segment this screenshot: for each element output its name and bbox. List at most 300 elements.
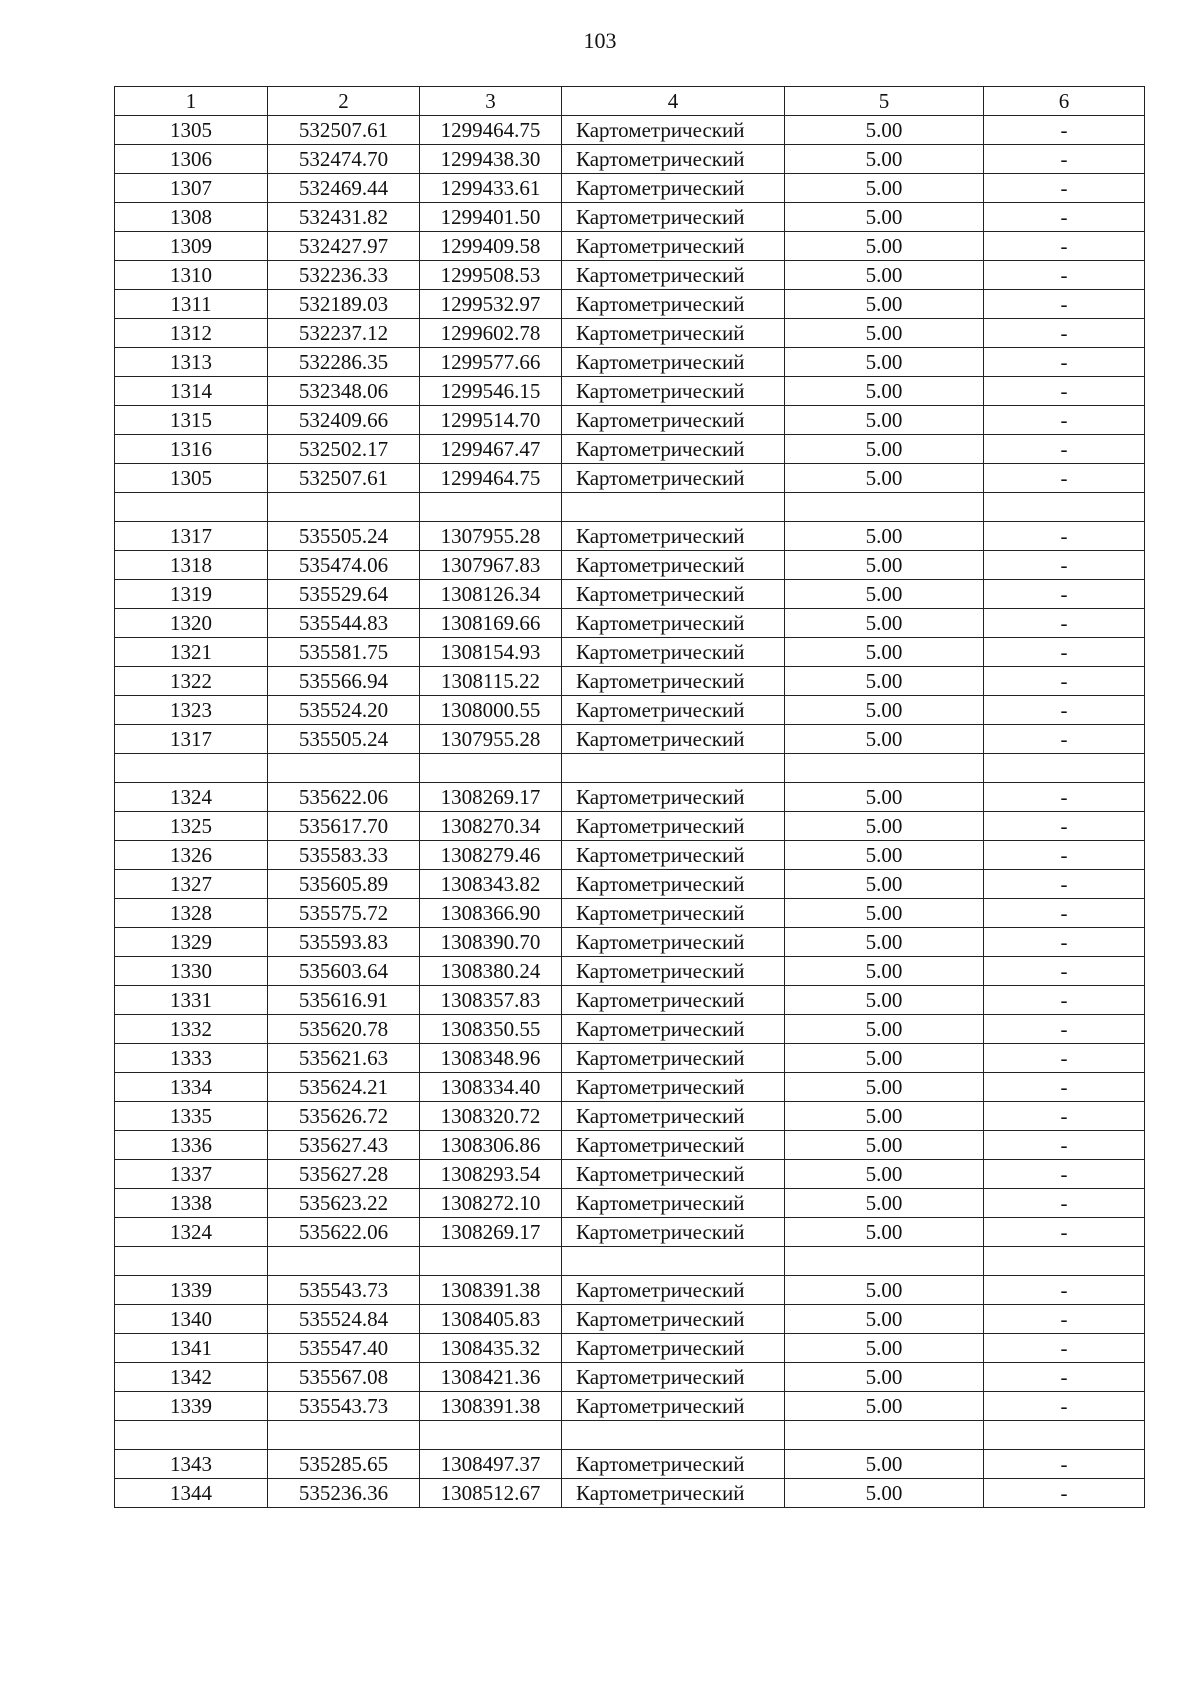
method-cell: Картометрический [562,957,785,986]
accuracy-cell: 5.00 [785,812,984,841]
table-row [115,609,1145,638]
y-coordinate-cell: 1307967.83 [420,551,562,580]
accuracy-cell: 5.00 [785,580,984,609]
x-coordinate-cell: 532237.12 [268,319,420,348]
method-cell: Картометрический [562,696,785,725]
y-coordinate-cell: 1299401.50 [420,203,562,232]
table-row [115,1015,1145,1044]
table-row [115,145,1145,174]
coordinates-table [114,86,1145,1508]
accuracy-cell: 5.00 [785,1189,984,1218]
y-coordinate-cell: 1308279.46 [420,841,562,870]
description-cell [984,1247,1145,1276]
point-number-cell: 1305 [115,116,268,145]
description-cell: - [984,1363,1145,1392]
column-header-4: 4 [562,87,785,116]
x-coordinate-cell [268,1247,420,1276]
y-coordinate-cell: 1299602.78 [420,319,562,348]
accuracy-cell: 5.00 [785,1334,984,1363]
point-number-cell: 1344 [115,1479,268,1508]
table-row [115,638,1145,667]
accuracy-cell: 5.00 [785,406,984,435]
point-number-cell: 1320 [115,609,268,638]
point-number-cell: 1317 [115,725,268,754]
x-coordinate-cell: 532431.82 [268,203,420,232]
x-coordinate-cell: 535575.72 [268,899,420,928]
description-cell [984,493,1145,522]
description-cell: - [984,551,1145,580]
method-cell: Картометрический [562,1073,785,1102]
page-number: 103 [583,28,617,53]
point-number-cell [115,493,268,522]
point-number-cell: 1326 [115,841,268,870]
y-coordinate-cell: 1299532.97 [420,290,562,319]
y-coordinate-cell: 1308115.22 [420,667,562,696]
y-coordinate-cell: 1308366.90 [420,899,562,928]
accuracy-cell: 5.00 [785,1044,984,1073]
accuracy-cell: 5.00 [785,1073,984,1102]
x-coordinate-cell: 535603.64 [268,957,420,986]
x-coordinate-cell: 535616.91 [268,986,420,1015]
point-number-cell: 1328 [115,899,268,928]
point-number-cell: 1313 [115,348,268,377]
description-cell: - [984,116,1145,145]
y-coordinate-cell: 1308357.83 [420,986,562,1015]
x-coordinate-cell: 535627.43 [268,1131,420,1160]
point-number-cell: 1306 [115,145,268,174]
x-coordinate-cell: 535505.24 [268,725,420,754]
accuracy-cell: 5.00 [785,261,984,290]
method-cell: Картометрический [562,1131,785,1160]
table-row [115,1363,1145,1392]
y-coordinate-cell: 1299467.47 [420,435,562,464]
point-number-cell: 1314 [115,377,268,406]
method-cell: Картометрический [562,1044,785,1073]
method-cell [562,493,785,522]
method-cell: Картометрический [562,899,785,928]
table-row [115,1450,1145,1479]
method-cell: Картометрический [562,435,785,464]
table-row [115,493,1145,522]
x-coordinate-cell: 532236.33 [268,261,420,290]
table-row [115,377,1145,406]
point-number-cell: 1305 [115,464,268,493]
table-row [115,464,1145,493]
y-coordinate-cell: 1299577.66 [420,348,562,377]
method-cell: Картометрический [562,1392,785,1421]
table-row [115,522,1145,551]
table-row [115,957,1145,986]
accuracy-cell: 5.00 [785,638,984,667]
table-row [115,812,1145,841]
y-coordinate-cell: 1308435.32 [420,1334,562,1363]
point-number-cell: 1341 [115,1334,268,1363]
accuracy-cell: 5.00 [785,1131,984,1160]
method-cell: Картометрический [562,377,785,406]
y-coordinate-cell: 1308320.72 [420,1102,562,1131]
description-cell: - [984,928,1145,957]
x-coordinate-cell: 532469.44 [268,174,420,203]
method-cell: Картометрический [562,1479,785,1508]
method-cell [562,754,785,783]
y-coordinate-cell: 1308306.86 [420,1131,562,1160]
table-row [115,261,1145,290]
method-cell: Картометрический [562,522,785,551]
y-coordinate-cell [420,1421,562,1450]
x-coordinate-cell: 532474.70 [268,145,420,174]
point-number-cell: 1324 [115,1218,268,1247]
x-coordinate-cell: 535524.20 [268,696,420,725]
x-coordinate-cell [268,754,420,783]
x-coordinate-cell: 532409.66 [268,406,420,435]
y-coordinate-cell: 1308000.55 [420,696,562,725]
table-row [115,232,1145,261]
description-cell: - [984,348,1145,377]
description-cell: - [984,1160,1145,1189]
method-cell: Картометрический [562,261,785,290]
description-cell: - [984,899,1145,928]
x-coordinate-cell: 535543.73 [268,1276,420,1305]
description-cell: - [984,696,1145,725]
accuracy-cell: 5.00 [785,1160,984,1189]
point-number-cell [115,1247,268,1276]
x-coordinate-cell: 532507.61 [268,464,420,493]
description-cell: - [984,261,1145,290]
x-coordinate-cell: 535543.73 [268,1392,420,1421]
description-cell: - [984,1015,1145,1044]
point-number-cell: 1323 [115,696,268,725]
y-coordinate-cell: 1308126.34 [420,580,562,609]
description-cell: - [984,1102,1145,1131]
table-row [115,899,1145,928]
table-row [115,841,1145,870]
accuracy-cell: 5.00 [785,1305,984,1334]
method-cell: Картометрический [562,232,785,261]
description-cell: - [984,1073,1145,1102]
description-cell: - [984,1044,1145,1073]
table-row [115,1073,1145,1102]
column-header-2: 2 [268,87,420,116]
description-cell: - [984,464,1145,493]
description-cell: - [984,812,1145,841]
point-number-cell: 1327 [115,870,268,899]
method-cell [562,1421,785,1450]
description-cell: - [984,232,1145,261]
accuracy-cell: 5.00 [785,1479,984,1508]
x-coordinate-cell: 535622.06 [268,1218,420,1247]
x-coordinate-cell: 535621.63 [268,1044,420,1073]
x-coordinate-cell: 535623.22 [268,1189,420,1218]
y-coordinate-cell: 1308350.55 [420,1015,562,1044]
x-coordinate-cell: 535620.78 [268,1015,420,1044]
method-cell: Картометрический [562,928,785,957]
header-row [115,87,1145,116]
accuracy-cell: 5.00 [785,957,984,986]
point-number-cell: 1321 [115,638,268,667]
x-coordinate-cell: 535622.06 [268,783,420,812]
point-number-cell: 1339 [115,1392,268,1421]
method-cell: Картометрический [562,580,785,609]
y-coordinate-cell: 1308269.17 [420,1218,562,1247]
table-row [115,928,1145,957]
accuracy-cell: 5.00 [785,1102,984,1131]
column-header-6: 6 [984,87,1145,116]
accuracy-cell: 5.00 [785,986,984,1015]
y-coordinate-cell [420,754,562,783]
y-coordinate-cell: 1299409.58 [420,232,562,261]
point-number-cell: 1319 [115,580,268,609]
table-row [115,174,1145,203]
x-coordinate-cell [268,493,420,522]
table-row [115,783,1145,812]
description-cell: - [984,377,1145,406]
x-coordinate-cell: 535617.70 [268,812,420,841]
point-number-cell: 1307 [115,174,268,203]
x-coordinate-cell: 535624.21 [268,1073,420,1102]
accuracy-cell: 5.00 [785,1218,984,1247]
accuracy-cell: 5.00 [785,145,984,174]
description-cell [984,754,1145,783]
y-coordinate-cell: 1299508.53 [420,261,562,290]
accuracy-cell: 5.00 [785,609,984,638]
y-coordinate-cell: 1308272.10 [420,1189,562,1218]
point-number-cell: 1335 [115,1102,268,1131]
point-number-cell: 1308 [115,203,268,232]
accuracy-cell [785,1247,984,1276]
table-row [115,1218,1145,1247]
point-number-cell: 1329 [115,928,268,957]
point-number-cell: 1322 [115,667,268,696]
y-coordinate-cell: 1308343.82 [420,870,562,899]
method-cell: Картометрический [562,145,785,174]
x-coordinate-cell: 535544.83 [268,609,420,638]
point-number-cell: 1317 [115,522,268,551]
point-number-cell: 1316 [115,435,268,464]
accuracy-cell: 5.00 [785,319,984,348]
y-coordinate-cell: 1299464.75 [420,116,562,145]
x-coordinate-cell: 532502.17 [268,435,420,464]
description-cell: - [984,986,1145,1015]
accuracy-cell [785,493,984,522]
table-row [115,551,1145,580]
accuracy-cell: 5.00 [785,841,984,870]
point-number-cell: 1337 [115,1160,268,1189]
y-coordinate-cell: 1308390.70 [420,928,562,957]
method-cell: Картометрический [562,116,785,145]
accuracy-cell [785,754,984,783]
y-coordinate-cell: 1308421.36 [420,1363,562,1392]
accuracy-cell: 5.00 [785,928,984,957]
point-number-cell: 1318 [115,551,268,580]
point-number-cell: 1340 [115,1305,268,1334]
description-cell: - [984,435,1145,464]
x-coordinate-cell: 535529.64 [268,580,420,609]
y-coordinate-cell: 1308348.96 [420,1044,562,1073]
x-coordinate-cell: 535547.40 [268,1334,420,1363]
table-row [115,348,1145,377]
method-cell [562,1247,785,1276]
y-coordinate-cell: 1308405.83 [420,1305,562,1334]
description-cell: - [984,174,1145,203]
description-cell: - [984,841,1145,870]
method-cell: Картометрический [562,406,785,435]
method-cell: Картометрический [562,725,785,754]
table-row [115,435,1145,464]
point-number-cell: 1312 [115,319,268,348]
description-cell: - [984,203,1145,232]
description-cell: - [984,580,1145,609]
method-cell: Картометрический [562,870,785,899]
table-row [115,1189,1145,1218]
description-cell: - [984,1392,1145,1421]
description-cell: - [984,1189,1145,1218]
method-cell: Картометрический [562,638,785,667]
x-coordinate-cell: 535583.33 [268,841,420,870]
x-coordinate-cell: 532286.35 [268,348,420,377]
column-header-1: 1 [115,87,268,116]
y-coordinate-cell: 1308154.93 [420,638,562,667]
point-number-cell [115,1421,268,1450]
table-row [115,580,1145,609]
x-coordinate-cell: 535236.36 [268,1479,420,1508]
description-cell: - [984,870,1145,899]
method-cell: Картометрический [562,464,785,493]
method-cell: Картометрический [562,1160,785,1189]
accuracy-cell: 5.00 [785,522,984,551]
x-coordinate-cell: 532189.03 [268,290,420,319]
description-cell: - [984,1450,1145,1479]
point-number-cell: 1315 [115,406,268,435]
column-header-3: 3 [420,87,562,116]
description-cell: - [984,725,1145,754]
table-row [115,754,1145,783]
accuracy-cell [785,1421,984,1450]
accuracy-cell: 5.00 [785,1392,984,1421]
accuracy-cell: 5.00 [785,377,984,406]
table-row [115,319,1145,348]
x-coordinate-cell: 535524.84 [268,1305,420,1334]
table-row [115,1102,1145,1131]
method-cell: Картометрический [562,551,785,580]
description-cell: - [984,1479,1145,1508]
description-cell: - [984,1334,1145,1363]
table-row [115,290,1145,319]
point-number-cell: 1310 [115,261,268,290]
accuracy-cell: 5.00 [785,870,984,899]
table-row [115,1131,1145,1160]
y-coordinate-cell: 1308391.38 [420,1276,562,1305]
table-header [115,87,1145,116]
method-cell: Картометрический [562,1305,785,1334]
description-cell: - [984,1305,1145,1334]
method-cell: Картометрический [562,319,785,348]
point-number-cell: 1339 [115,1276,268,1305]
accuracy-cell: 5.00 [785,348,984,377]
y-coordinate-cell: 1308334.40 [420,1073,562,1102]
x-coordinate-cell: 532507.61 [268,116,420,145]
x-coordinate-cell: 535285.65 [268,1450,420,1479]
accuracy-cell: 5.00 [785,783,984,812]
x-coordinate-cell: 535505.24 [268,522,420,551]
method-cell: Картометрический [562,667,785,696]
description-cell: - [984,609,1145,638]
point-number-cell: 1338 [115,1189,268,1218]
x-coordinate-cell: 535627.28 [268,1160,420,1189]
table-row [115,1044,1145,1073]
accuracy-cell: 5.00 [785,232,984,261]
method-cell: Картометрический [562,1363,785,1392]
accuracy-cell: 5.00 [785,435,984,464]
y-coordinate-cell: 1299514.70 [420,406,562,435]
method-cell: Картометрический [562,986,785,1015]
y-coordinate-cell: 1307955.28 [420,522,562,551]
point-number-cell: 1332 [115,1015,268,1044]
table-row [115,1247,1145,1276]
method-cell: Картометрический [562,1334,785,1363]
description-cell: - [984,1131,1145,1160]
accuracy-cell: 5.00 [785,899,984,928]
method-cell: Картометрический [562,812,785,841]
table-row [115,1305,1145,1334]
accuracy-cell: 5.00 [785,725,984,754]
table-row [115,986,1145,1015]
y-coordinate-cell: 1308169.66 [420,609,562,638]
method-cell: Картометрический [562,609,785,638]
accuracy-cell: 5.00 [785,696,984,725]
method-cell: Картометрический [562,1450,785,1479]
y-coordinate-cell: 1308497.37 [420,1450,562,1479]
y-coordinate-cell: 1308269.17 [420,783,562,812]
table-row [115,1479,1145,1508]
table-row [115,1334,1145,1363]
y-coordinate-cell: 1299438.30 [420,145,562,174]
description-cell: - [984,319,1145,348]
method-cell: Картометрический [562,1015,785,1044]
point-number-cell: 1330 [115,957,268,986]
description-cell: - [984,783,1145,812]
accuracy-cell: 5.00 [785,667,984,696]
method-cell: Картометрический [562,1102,785,1131]
description-cell: - [984,638,1145,667]
method-cell: Картометрический [562,348,785,377]
accuracy-cell: 5.00 [785,1450,984,1479]
x-coordinate-cell: 535626.72 [268,1102,420,1131]
y-coordinate-cell: 1308270.34 [420,812,562,841]
method-cell: Картометрический [562,290,785,319]
x-coordinate-cell: 535474.06 [268,551,420,580]
table-row [115,406,1145,435]
point-number-cell: 1331 [115,986,268,1015]
column-header-5: 5 [785,87,984,116]
x-coordinate-cell: 532427.97 [268,232,420,261]
description-cell: - [984,290,1145,319]
accuracy-cell: 5.00 [785,203,984,232]
point-number-cell: 1342 [115,1363,268,1392]
point-number-cell: 1336 [115,1131,268,1160]
method-cell: Картометрический [562,1276,785,1305]
table-row [115,203,1145,232]
point-number-cell: 1343 [115,1450,268,1479]
point-number-cell: 1309 [115,232,268,261]
table-row [115,1392,1145,1421]
point-number-cell: 1325 [115,812,268,841]
y-coordinate-cell: 1308380.24 [420,957,562,986]
description-cell: - [984,522,1145,551]
description-cell: - [984,667,1145,696]
description-cell [984,1421,1145,1450]
y-coordinate-cell: 1299433.61 [420,174,562,203]
y-coordinate-cell: 1308391.38 [420,1392,562,1421]
